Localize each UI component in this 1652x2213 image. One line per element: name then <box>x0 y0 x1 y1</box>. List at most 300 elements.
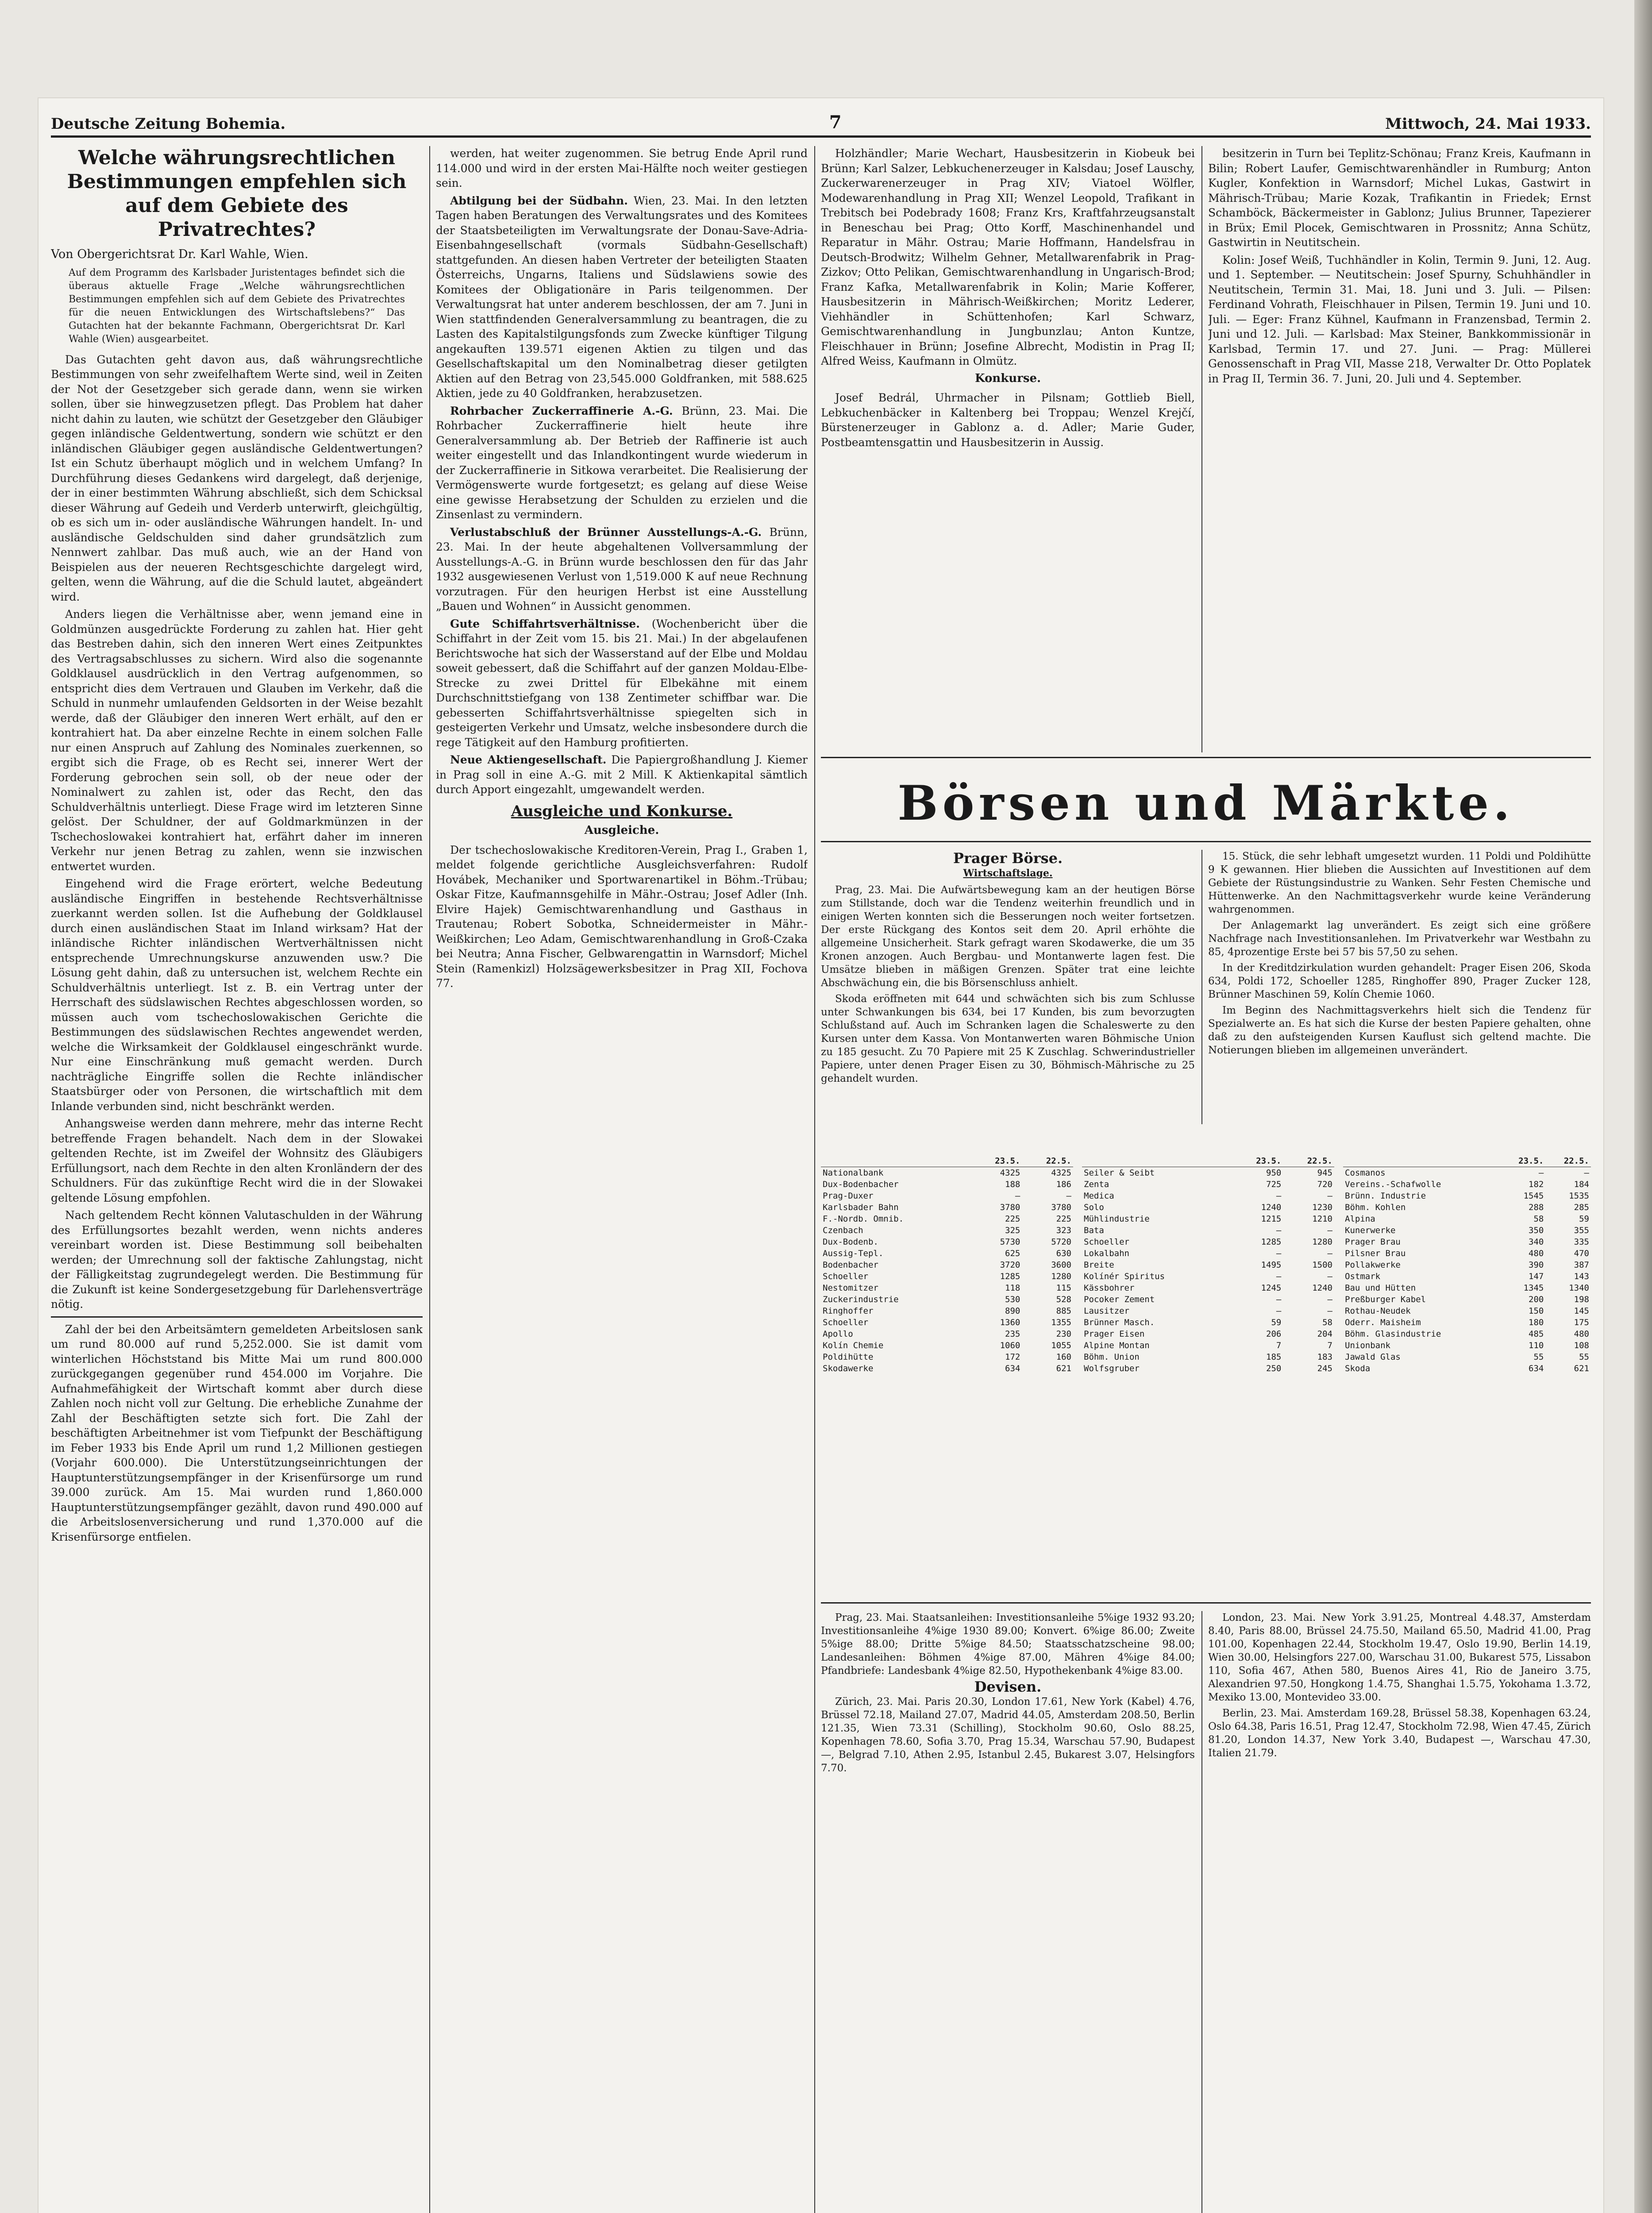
quote-value: 288 <box>1529 1203 1544 1212</box>
quote-value: — <box>1327 1295 1332 1304</box>
column-4 <box>1208 146 1591 752</box>
news-heading: Abtilgung bei der Südbahn. <box>450 194 628 207</box>
quote-date-header: 22.5. <box>1283 1155 1334 1167</box>
issue-date: Mittwoch, 24. Mai 1933. <box>1385 115 1591 133</box>
quote-row <box>821 1167 1073 1179</box>
quote-header-cell <box>1343 1155 1500 1167</box>
quote-value: 7 <box>1327 1341 1332 1350</box>
market-paragraph: Prag, 23. Mai. Staatsanleihen: Investitionsanleihe 5%ige 1932 93.20; Investitionsanleihe 4%ige 1930 89.00; Konvert. 6%ige 86.00; Zweite 5%ige 88.00; Dritte 5%ige 84.50; Staatsschatzscheine 98.00; Landesanleihen: Böhmen 4%ige 87.00, Mähren 4%ige 84.00; Pfandbriefe: Landesbank 4%ige 82.50, Hypothekenbank 4%ige 83.00. <box>821 1612 1195 1677</box>
prague-subtitle: Wirtschaftslage. <box>963 867 1053 879</box>
quote-row <box>1343 1167 1591 1179</box>
quote-value: 200 <box>1529 1295 1544 1304</box>
quote-row <box>821 1305 1073 1317</box>
quote-value: 1240 <box>1261 1203 1282 1212</box>
article-paragraph: werden, hat weiter zugenommen. Sie betrug Ende April rund 114.000 und wird in der ersten Mai-Hälfte noch weiter gestiegen sein. <box>436 147 808 189</box>
quote-value: 1285 <box>1000 1272 1020 1281</box>
quote-value: — <box>1327 1272 1332 1281</box>
quote-value: 188 <box>1005 1180 1020 1189</box>
quote-row <box>821 1225 1073 1236</box>
quote-value: 285 <box>1574 1203 1589 1212</box>
news-item <box>436 404 808 522</box>
section-title: Ausgleiche und Konkurse. <box>511 802 733 820</box>
security-name: Rothau-Neudek <box>1345 1306 1411 1316</box>
prague-exchange <box>821 850 1195 1124</box>
security-name: Schoeller <box>1084 1237 1129 1247</box>
article-paragraph: Josef Bedrál, Uhrmacher in Pilsnam; Gottlieb Biell, Lebkuchenbäcker in Kaltenberg bei Troppau; Wenzel Krejčí, Bürstenerzeuger in Gablonz a. d. Adler; Marie Guder, Postbeamtensgattin und Hausbesitzerin in Aussig. <box>821 391 1195 449</box>
devisen-title: Devisen. <box>974 1678 1042 1695</box>
security-name: Pollakwerke <box>1345 1260 1401 1270</box>
quote-row <box>821 1271 1073 1282</box>
quote-value: 4325 <box>1000 1168 1020 1178</box>
security-name: Pilsner Brau <box>1345 1249 1406 1258</box>
quote-row <box>821 1236 1073 1248</box>
security-name: Zenta <box>1084 1180 1109 1189</box>
quote-value: 480 <box>1574 1329 1589 1339</box>
quote-header-row <box>1082 1155 1334 1167</box>
quote-row <box>821 1190 1073 1202</box>
quote-row <box>1343 1190 1591 1202</box>
quote-row <box>1343 1179 1591 1190</box>
newspaper-page <box>38 97 1604 2213</box>
quote-value: 1500 <box>1312 1260 1332 1270</box>
quote-date-header: 22.5. <box>1545 1155 1591 1167</box>
security-name: Ringhoffer <box>823 1306 874 1316</box>
article-paragraph: Eingehend wird die Frage erörtert, welche Bedeutung ausländische Eingriffen in bestehende Rechtsverhältnisse zuerkannt werden sollen. Ist die Aufhebung der Goldklausel durch einen ausländischen Staat im Inland wirksam? Hat der inländische Richter inländischen Wertverhältnissen nicht entsprechende Umrechnungskurse anzuwenden usw.? Die Lösung geht dahin, daß zu untersuchen ist, welchem Rechte ein Schuldverhältnis unterliegt. Ist z. B. ein Vertrag unter der Herrschaft des südslawischen Rechtes abgeschlossen worden, so müssen auch vom tschechoslowakischen Gerichte die Bestimmungen des südslawischen Rechtes angewendet werden, welche die Wirksamkeit der Goldklausel eingeschränkt wurde. Nur eine Einschränkung muß gemacht werden. Durch nachträgliche Eingriffe sollen die Rechte inländischer Staatsbürger oder von Personen, die wirtschaftlich mit dem Inlande verbunden sind, nicht beschränkt werden. <box>51 877 423 1113</box>
quote-row <box>1343 1328 1591 1340</box>
section-rule <box>821 757 1591 758</box>
quote-value: 480 <box>1529 1249 1544 1258</box>
market-paragraph: London, 23. Mai. New York 3.91.25, Montreal 4.48.37, Amsterdam 8.40, Paris 88.00, Brüssel 24.75.50, Mailand 65.50, Madrid 41.00, Prag 101.00, Kopenhagen 22.44, Stockholm 19.47, Oslo 19.90, Berlin 14.19, Wien 30.00, Helsingfors 227.00, Warschau 31.00, Bukarest 575, Lissabon 110, Sofia 467, Athen 580, Buenos Aires 41, Rio de Janeiro 3.75, Alexandrien 97.50, Hongkong 1.4.75, Shanghai 1.5.75, Yokohama 1.3.72, Mexiko 13.00, Montevideo 33.00. <box>1208 1612 1591 1703</box>
quote-value: 725 <box>1266 1180 1282 1189</box>
quote-row <box>1082 1271 1334 1282</box>
security-name: Poldihütte <box>823 1352 874 1362</box>
quote-row <box>1082 1317 1334 1328</box>
quote-row <box>821 1282 1073 1294</box>
quote-value: 625 <box>1005 1249 1020 1258</box>
news-heading: Neue Aktiengesellschaft. <box>450 753 607 766</box>
quote-value: 58 <box>1533 1214 1544 1224</box>
quote-value: — <box>1327 1249 1332 1258</box>
security-name: Cosmanos <box>1345 1168 1386 1178</box>
security-name: Böhm. Kohlen <box>1345 1203 1406 1212</box>
quote-row <box>1082 1248 1334 1259</box>
quote-value: 885 <box>1056 1306 1071 1316</box>
quote-value: 1210 <box>1312 1214 1332 1224</box>
quote-row <box>1082 1259 1334 1271</box>
security-name: Wolfsgruber <box>1084 1364 1140 1373</box>
quote-value: — <box>1584 1168 1589 1178</box>
column-1 <box>51 146 423 2213</box>
quote-value: 175 <box>1574 1318 1589 1327</box>
quote-value: 530 <box>1005 1295 1020 1304</box>
quote-value: 355 <box>1574 1226 1589 1235</box>
security-name: Skodawerke <box>823 1364 874 1373</box>
quote-header-row <box>1343 1155 1591 1167</box>
quote-date-header: 23.5. <box>1232 1155 1283 1167</box>
quote-value: 184 <box>1574 1180 1589 1189</box>
divider <box>51 1316 423 1318</box>
quote-row <box>821 1213 1073 1225</box>
news-heading: Gute Schiffahrtsverhältnisse. <box>450 617 640 630</box>
security-name: Schoeller <box>823 1272 868 1281</box>
article-paragraph: besitzerin in Turn bei Teplitz-Schönau; Franz Kreis, Kaufmann in Bilin; Robert Laufer, Gemischtwarenhändler in Rumburg; Anton Kugler, Konfektion in Warnsdorf; Michel Lukas, Gastwirt in Mährisch-Trübau; Marie Kozak, Trafikantin in Friedek; Ernst Schamböck, Bäckermeister in Gablonz; Julius Brunner, Tapezierer in Brüx; Emil Plocek, Gemischtwaren in Prossnitz; Anna Schütz, Gastwirtin in Neutitschein. <box>1208 147 1591 249</box>
quote-value: 180 <box>1529 1318 1544 1327</box>
market-paragraph: Zürich, 23. Mai. Paris 20.30, London 17.61, New York (Kabel) 4.76, Brüssel 72.18, Mailand 27.07, Madrid 44.05, Amsterdam 208.50, Berlin 121.35, Wien 73.31 (Schilling), Stockholm 90.60, Oslo 88.25, Kopenhagen 78.60, Sofia 3.70, Prag 15.34, Warschau 57.90, Budapest —, Belgrad 7.10, Athen 2.95, Istanbul 2.45, Bukarest 3.07, Helsingfors 7.70. <box>821 1696 1195 1774</box>
security-name: Kolín Chemie <box>823 1341 884 1350</box>
quote-row <box>821 1363 1073 1374</box>
security-name: Prager Brau <box>1345 1237 1401 1247</box>
quote-value: — <box>1276 1249 1282 1258</box>
article-paragraph: Das Gutachten geht davon aus, daß währungsrechtliche Bestimmungen von sehr zweifelhaftem Werte sind, weil in Zeiten der Not der Gesetzgeber sich gerade dann, wenn sie wirken sollen, über sie hinwegzusetzen pflegt. Das Problem hat daher nicht dahin zu lauten, wie schützt der Gesetzgeber den Gläubiger gegen inländische Geldentwertung, sondern wie schützt er den inländischen Gläubiger gegen ausländische Geldentwertungen? Ist ein Schutz überhaupt möglich und in welchem Umfang? In Durchführung dieses Gedankens wird dargelegt, daß derjenige, der in einer bestimmten Währung abschließt, sich dem Schicksal dieser Währung auf Gedeih und Verderb unterwirft, gleichgültig, ob es sich um in- oder ausländische Währungen handelt. In- und ausländische Geldschulden sind daher grundsätzlich zum Nennwert zahlbar. Das muß auch, wie an der Hand von Beispielen aus der neueren Rechtsgeschichte dargelegt wird, gelten, wenn die Währung, auf die die Schuld lautet, abgeändert wird. <box>51 353 423 603</box>
quote-row <box>1343 1282 1591 1294</box>
quote-value: 1340 <box>1569 1283 1589 1293</box>
page-header <box>51 106 1591 138</box>
quote-row <box>821 1351 1073 1363</box>
security-name: Ostmark <box>1345 1272 1381 1281</box>
security-name: Lausitzer <box>1084 1306 1129 1316</box>
quote-value: 182 <box>1529 1180 1544 1189</box>
news-text: Wien, 23. Mai. In den letzten Tagen haben Beratungen des Verwaltungsrates und des Komitees der Staatsbeteiligten im Verwaltungsrate der Donau-Save-Adria-Eisenbahngesellschaft (vormals Südbahn-Gesellschaft) stattgefunden. An diesen haben Vertreter der beteiligten Staaten Österreichs, Ungarns, Italiens und Südslawiens sowie des Komitees der Obligationäre in Paris teilgenommen. Der Verwaltungsrat hat unter anderem beschlossen, der am 7. Juni in Wien stattfindenden Generalversammlung zu beantragen, die zu Lasten des Kapitalstilgungsfonds zum Zwecke künftiger Tilgung angekauften 139.571 eigenen Aktien zu tilgen und das Gesellschaftskapital um den Nominalbetrag dieser getilgten Aktien auf den Betrag von 23,545.000 Goldfranken, mit 588.625 Aktien, jede zu 40 Goldfranken, herabzusetzen. <box>436 194 808 400</box>
security-name: Schoeller <box>823 1318 868 1327</box>
quote-row <box>1082 1213 1334 1225</box>
article-title: Welche währungsrechtlichen Bestimmungen empfehlen sich auf dem Gebiete des Privatrechtes? <box>67 147 407 241</box>
market-paragraph: In der Kreditdzirkulation wurden gehandelt: Prager Eisen 206, Skoda 634, Poldi 172, Schoeller 1285, Ringhoffer 890, Prager Zucker 128, Brünner Maschinen 59, Kolín Chemie 1060. <box>1208 962 1591 1000</box>
quote-value: 225 <box>1056 1214 1071 1224</box>
quote-value: 59 <box>1579 1214 1589 1224</box>
quote-value: 115 <box>1056 1283 1071 1293</box>
quote-row <box>1082 1190 1334 1202</box>
section-rule <box>821 1602 1591 1604</box>
quote-value: 485 <box>1529 1329 1544 1339</box>
quote-row <box>1082 1294 1334 1305</box>
quote-row <box>821 1259 1073 1271</box>
quote-row <box>821 1340 1073 1351</box>
quote-row <box>821 1328 1073 1340</box>
article-paragraph: Der tschechoslowakische Kreditoren-Verein, Prag I., Graben 1, meldet folgende gerichtliche Ausgleichsverfahren: Rudolf Hovábek, Mechaniker und Sportwarenartikel in Böhm.-Trübau; Oskar Fitze, Kaufmannsgehilfe in Mähr.-Ostrau; Josef Adler (Inh. Elvire Hajek) Gemischtwarenhandlung und Gasthaus in Trautenau; Robert Sobotka, Schneidermeister in Mähr.-Weißkirchen; Leo Adam, Gemischtwarenhandlung in Groß-Czaka bei Neutra; Anna Fischer, Gelbwarengattin in Warnsdorf; Michel Stein (Ramenkizl) Holzsägewerksbesitzer in Prag XII, Fochova 77. <box>436 843 808 990</box>
security-name: Böhm. Glasindustrie <box>1345 1329 1441 1339</box>
quote-header-row <box>821 1155 1073 1167</box>
quote-header-cell <box>821 1155 971 1167</box>
security-name: Nestomitzer <box>823 1283 878 1293</box>
security-name: Pocoker Zement <box>1084 1295 1155 1304</box>
quote-value: 1495 <box>1261 1260 1282 1270</box>
quote-value: 634 <box>1529 1364 1544 1373</box>
section-subtitle: Konkurse. <box>974 371 1041 385</box>
column-rule <box>429 146 430 2213</box>
article-paragraph: Holzhändler; Marie Wechart, Hausbesitzerin in Kiobeuk bei Brünn; Karl Salzer, Lebkuchenerzeuger in Kalsdau; Josef Lauschy, Zuckerwarenerzeuger in Prag XIV; Viatoel Wölfler, Modewarenhandlung in Prag XII; Wenzel Leopold, Trafikant in Trebitsch bei Podebrady 1608; Franz Krs, Kraftfahrzeugsanstalt in Beneschau bei Prag; Otto Korff, Maschinenhandel und Reparatur in Mähr. Ostrau; Marie Hoffmann, Handelsfrau in Deutsch-Brodwitz; Wilhelm Gehner, Metallwarenfabrik in Prag-Zizkov; Otto Pelikan, Gemischtwarenhandlung in Ungarisch-Brod; Franz Kafka, Metallwarenfabrik in Kolin; Marie Kofferer, Hausbesitzerin in Mährisch-Weißkirchen; Moritz Lederer, Viehhändler in Schüttenhofen; Karl Schwarz, Gemischtwarenhandlung in Jungbunzlau; Anton Kuntze, Fleischhauer in Brünn; Josefine Albrecht, Modistin in Prag II; Alfred Weiss, Kaufmann in Olmütz. <box>821 147 1195 367</box>
column-rule <box>1201 146 1202 752</box>
quote-value: 621 <box>1574 1364 1589 1373</box>
quote-row <box>1343 1294 1591 1305</box>
security-name: Solo <box>1084 1203 1104 1212</box>
quote-value: 183 <box>1317 1352 1332 1362</box>
quote-date-header: 22.5. <box>1022 1155 1073 1167</box>
quote-row <box>1082 1236 1334 1248</box>
security-name: Seiler & Seibt <box>1084 1168 1155 1178</box>
quote-value: 1285 <box>1261 1237 1282 1247</box>
quote-row <box>1343 1225 1591 1236</box>
quote-value: 340 <box>1529 1237 1544 1247</box>
market-report <box>1208 850 1591 1124</box>
security-name: Brünn. Industrie <box>1345 1191 1426 1201</box>
quote-value: 5730 <box>1000 1237 1020 1247</box>
quote-row <box>1343 1317 1591 1328</box>
quote-value: 5720 <box>1051 1237 1071 1247</box>
security-name: Nationalbank <box>823 1168 884 1178</box>
quote-value: 245 <box>1317 1364 1332 1373</box>
quote-row <box>1343 1271 1591 1282</box>
quote-value: 1345 <box>1523 1283 1544 1293</box>
section-rule <box>821 841 1591 842</box>
prague-title: Prager Börse. <box>953 850 1063 867</box>
quote-row <box>1082 1363 1334 1374</box>
quote-row <box>821 1248 1073 1259</box>
security-name: Prager Eisen <box>1084 1329 1145 1339</box>
quote-row <box>1082 1167 1334 1179</box>
quote-value: 1060 <box>1000 1341 1020 1350</box>
news-text: Brünn, 23. Mai. In der heute abgehaltenen Vollversammlung der Ausstellungs-A.-G. in Brünn wurde beschlossen den für das Jahr 1932 ausgewiesenen Verlust von 1,519.000 K auf neue Rechnung vorzutragen. Für den heurigen Herbst ist eine Ausstellung „Bauen und Wohnen“ in Aussicht genommen. <box>436 525 808 613</box>
security-name: Kunerwerke <box>1345 1226 1396 1235</box>
quote-value: 1280 <box>1051 1272 1071 1281</box>
quote-row <box>1343 1236 1591 1248</box>
quote-value: 950 <box>1266 1168 1282 1178</box>
quote-value: 230 <box>1056 1329 1071 1339</box>
foreign-exchange <box>1208 1611 1591 2213</box>
market-paragraph: Berlin, 23. Mai. Amsterdam 169.28, Brüssel 58.38, Kopenhagen 63.24, Oslo 64.38, Paris 16.51, Prag 12.47, Stockholm 72.98, Wien 47.45, Zürich 81.20, London 14.37, New York 3.40, Budapest —, Warschau 47.30, Italien 21.79. <box>1208 1708 1591 1759</box>
quote-row <box>1082 1282 1334 1294</box>
quote-value: 335 <box>1574 1237 1589 1247</box>
security-name: Dux-Bodenbacher <box>823 1180 899 1189</box>
quote-value: — <box>1276 1272 1282 1281</box>
quote-value: 59 <box>1271 1318 1282 1327</box>
security-name: Brünner Masch. <box>1084 1318 1155 1327</box>
quote-value: — <box>1538 1168 1544 1178</box>
quote-row <box>821 1317 1073 1328</box>
quote-table-grid <box>1082 1155 1334 1374</box>
quote-value: 945 <box>1317 1168 1332 1178</box>
quote-table <box>1082 1155 1334 1598</box>
quote-value: 325 <box>1005 1226 1020 1235</box>
security-name: Preßburger Kabel <box>1345 1295 1426 1304</box>
news-text: Brünn, 23. Mai. Die Rohrbacher Zuckerraffinerie hielt heute ihre Generalversammlung ab. Der Betrieb der Raffinerie ist auch weiter eingestellt und das Inlandkontingent wurde wiederum in der Zuckerraffinerie in Sitkowa verarbeitet. Die Realisierung der Vermögenswerte wurde fortgesetzt; es gelang auf diese Weise eine gewisse Herabsetzung der Schulden zu erzielen und die Zinsenlast zu vermindern. <box>436 404 808 521</box>
column-rule <box>1201 1611 1202 2213</box>
quote-row <box>1343 1363 1591 1374</box>
quote-value: 1055 <box>1051 1341 1071 1350</box>
quote-value: 185 <box>1266 1352 1282 1362</box>
article-paragraph: Zahl der bei den Arbeitsämtern gemeldeten Arbeitslosen sank um rund 80.000 auf rund 5,252.000. Sie ist damit vom winterlichen Höchststand bis Mitte Mai um rund 800.000 zurückgegangen gegenüber rund 454.000 im Vorjahre. Die Aufnahmefähigkeit der Wirtschaft kommt aber durch diese Zahlen noch nicht voll zur Geltung. Die erhebliche Zunahme der Zahl der Beschäftigten setzte sich fort. Die Zahl der beschäftigten Arbeitnehmer ist vom Tiefpunkt der Beschäftigung im Feber 1933 bis Ende April um rund 1,2 Millionen gestiegen (Vorjahr 600.000). Die Unterstützungseinrichtungen der Hauptunterstützungsempfänger in der Krisenfürsorge um rund 39.000 zurück. Am 15. Mai wurden rund 1,860.000 Hauptunterstützungsempfänger gezählt, davon rund 490.000 auf die Arbeitslosenversicherung und rund 1,370.000 auf die Krisenfürsorge entfielen. <box>51 1322 423 1543</box>
security-name: Apollo <box>823 1329 853 1339</box>
quote-header-cell <box>1082 1155 1232 1167</box>
quote-row <box>1343 1202 1591 1213</box>
quote-value: 3720 <box>1000 1260 1020 1270</box>
quote-row <box>821 1179 1073 1190</box>
quote-value: — <box>1276 1191 1282 1201</box>
security-name: Unionbank <box>1345 1341 1390 1350</box>
quote-value: — <box>1276 1306 1282 1316</box>
quote-value: 350 <box>1529 1226 1544 1235</box>
article-byline: Von Obergerichtsrat Dr. Karl Wahle, Wien. <box>51 247 308 261</box>
quote-value: 1230 <box>1312 1203 1332 1212</box>
news-text: (Wochenbericht über die Schiffahrt in der Zeit vom 15. bis 21. Mai.) In der abgelaufenen Berichtswoche hat sich der Wasserstand auf der Elbe und Moldau soweit gebessert, daß die Schiffahrt auf der ganzen Moldau-Elbe-Strecke zu zwei Drittel für Elbekähne mit einem Durchschnittstiefgang von 138 Zentimeter schiffbar war. Die gebesserten Schiffahrtsverhältnisse spiegelten sich in gesteigerten Verkehr und Umsatz, welche insbesondere durch die rege Tätigkeit auf den Hamburg profitierten. <box>436 617 808 749</box>
column-2 <box>436 146 808 2213</box>
quote-value: 55 <box>1533 1352 1544 1362</box>
quote-date-header: 23.5. <box>1500 1155 1546 1167</box>
quote-value: 150 <box>1529 1306 1544 1316</box>
quote-row <box>1082 1179 1334 1190</box>
quote-value: 1280 <box>1312 1237 1332 1247</box>
quote-value: 634 <box>1005 1364 1020 1373</box>
quote-value: 1545 <box>1523 1191 1544 1201</box>
quote-value: 160 <box>1056 1352 1071 1362</box>
quote-value: 147 <box>1529 1272 1544 1281</box>
quote-value: — <box>1276 1295 1282 1304</box>
quote-value: 387 <box>1574 1260 1589 1270</box>
article-paragraph: Anders liegen die Verhältnisse aber, wenn jemand eine in Goldmünzen ausgedrückte Forderung zu zahlen hat. Hier geht das Bestreben dahin, sich den inneren Wert eines Zeitpunktes des Vertragsabschlusses zu sichern. Wird also die sogenannte Goldklausel ausdrücklich in den Vertrag aufgenommen, so entspricht dies dem Vertrauen und Glauben im Verkehr, daß die Schuld in nunmehr umlaufenden Geldsorten in der Weise bezahlt werde, daß der Gläubiger den inneren Wert erhält, auf den er kontrahiert hat. Da aber einzelne Rechte in einem solchen Falle nur einen Anspruch auf Zahlung des Nominales zuerkennen, so ergibt sich die Frage, ob es Recht sei, innerer Wert der Forderung gebrochen sein soll, ob der neue oder der Nominalwert zu zahlen ist, oder das Recht, den das Schuldverhältnis unterliegt. Diese Frage wird im letzteren Sinne gelöst. Der Schuldner, der auf Goldmarkmünzen in der Tschechoslowakei kontrahiert hat, erfährt daher im inneren Verkehr nur jenen Betrag zu zahlen, wenn sie inzwischen entwertet wurden. <box>51 608 423 873</box>
markets-title: Börsen und Märkte. <box>897 775 1514 831</box>
quote-value: 225 <box>1005 1214 1020 1224</box>
quote-value: 720 <box>1317 1180 1332 1189</box>
section-subtitle: Ausgleiche. <box>584 824 659 837</box>
quote-row <box>821 1294 1073 1305</box>
quote-value: 250 <box>1266 1364 1282 1373</box>
quote-value: — <box>1327 1191 1332 1201</box>
security-name: Aussig-Tepl. <box>823 1249 884 1258</box>
quote-value: 470 <box>1574 1249 1589 1258</box>
security-name: Medica <box>1084 1191 1114 1201</box>
market-paragraph: Prag, 23. Mai. Die Aufwärtsbewegung kam an der heutigen Börse zum Stillstande, doch war die Tendenz weiterhin freundlich und in einigen Werten konnten sich die Besserungen noch weiter fortsetzen. Der erste Rückgang des Kontos seit dem 20. April erhöhte die allgemeine Unsicherheit. Stark gefragt waren Skodawerke, die um 35 Kronen anzogen. Auch Bergbau- und Montanwerte lagen fest. Die Umsätze blieben in mäßigen Grenzen. Später trat eine leichte Abschwächung ein, die bis Börsenschluss anhielt. <box>821 884 1195 989</box>
quote-value: 186 <box>1056 1180 1071 1189</box>
column-rule <box>1201 850 1202 1124</box>
quote-value: — <box>1327 1226 1332 1235</box>
quote-row <box>1082 1305 1334 1317</box>
security-name: Alpina <box>1345 1214 1375 1224</box>
page-edge <box>1634 0 1652 2213</box>
market-paragraph: Im Beginn des Nachmittagsverkehrs hielt sich die Tendenz für Spezialwerte an. Es hat sich die Kurse der besten Papiere gehalten, ohne daß zu den aufsteigenden Kursen Kauflust sich geltend machte. Die Notierungen blieben im allgemeinen unverändert. <box>1208 1005 1591 1056</box>
quote-value: 3780 <box>1051 1203 1071 1212</box>
quote-row <box>1343 1305 1591 1317</box>
bonds-and-currencies <box>821 1611 1195 2213</box>
security-name: Bodenbacher <box>823 1260 878 1270</box>
quote-value: — <box>1327 1306 1332 1316</box>
quote-row <box>1082 1202 1334 1213</box>
security-name: Bau und Hütten <box>1345 1283 1416 1293</box>
quote-value: — <box>1066 1191 1071 1201</box>
security-name: Lokalbahn <box>1084 1249 1129 1258</box>
quote-value: 630 <box>1056 1249 1071 1258</box>
security-name: Skoda <box>1345 1364 1371 1373</box>
quote-value: 390 <box>1529 1260 1544 1270</box>
security-name: Vereins.-Schafwolle <box>1345 1180 1441 1189</box>
security-name: F.-Nordb. Omnib. <box>823 1214 904 1224</box>
security-name: Mühlindustrie <box>1084 1214 1150 1224</box>
security-name: Bata <box>1084 1226 1104 1235</box>
article-paragraph: Kolin: Josef Weiß, Tuchhändler in Kolin, Termin 9. Juni, 12. Aug. und 1. September. — Neutitschein: Josef Spurny, Schuhhändler in Neutitschein, Termin 31. Mai, 18. Juni und 3. Juli. — Pilsen: Ferdinand Vohrath, Fleischhauer in Pilsen, Termin 19. Juni und 10. Juli. — Eger: Franz Kühnel, Kaufmann in Franzensbad, Termin 2. Juni und 12. Juli. — Karlsbad: Max Steiner, Bankkommissionär in Karlsbad, Termin 17. und 27. Juni. — Prag: Müllerei Genossenschaft in Prag VII, Masse 218, Verwalter Dr. Otto Poplatek in Prag II, Termin 36. 7. Juni, 20. Juli und 4. September. <box>1208 253 1591 385</box>
quote-value: 890 <box>1005 1306 1020 1316</box>
quote-value: 1535 <box>1569 1191 1589 1201</box>
quote-value: 7 <box>1276 1341 1282 1350</box>
quote-value: 206 <box>1266 1329 1282 1339</box>
news-heading: Verlustabschluß der Brünner Ausstellungs-A.-G. <box>450 525 762 539</box>
quote-value: 235 <box>1005 1329 1020 1339</box>
column-rule <box>814 146 815 2213</box>
quote-row <box>1343 1351 1591 1363</box>
quote-value: 204 <box>1317 1329 1332 1339</box>
news-item <box>436 525 808 614</box>
quote-value: 1360 <box>1000 1318 1020 1327</box>
quote-table-grid <box>1343 1155 1591 1374</box>
page-number: 7 <box>829 112 842 133</box>
security-name: Czenbach <box>823 1226 863 1235</box>
news-text: Die Papiergroßhandlung J. Kiemer in Prag soll in eine A.-G. mit 2 Mill. K Aktienkapital sämtlich durch Apport eingezahlt, umgewandelt werden. <box>436 753 808 796</box>
quote-value: 621 <box>1056 1364 1071 1373</box>
quote-value: 118 <box>1005 1283 1020 1293</box>
article-lead: Auf dem Programm des Karlsbader Juristentages befindet sich die überaus aktuelle Frage „Welche währungsrechtlichen Bestimmungen empfehlen sich auf dem Gebiete des Privatrechtes für die neuen Entwicklungen des Wirtschaftslebens?“ Das Gutachten hat der bekannte Fachmann, Obergerichtsrat Dr. Karl Wahle (Wien) ausgearbeitet. <box>69 267 405 345</box>
security-name: Böhm. Union <box>1084 1352 1140 1362</box>
quote-date-header: 23.5. <box>971 1155 1022 1167</box>
quote-value: 323 <box>1056 1226 1071 1235</box>
quote-value: 110 <box>1529 1341 1544 1350</box>
quote-row <box>1343 1340 1591 1351</box>
quote-row <box>1343 1259 1591 1271</box>
quote-value: — <box>1015 1191 1020 1201</box>
quote-row <box>1082 1328 1334 1340</box>
quote-row <box>1082 1340 1334 1351</box>
quote-table <box>1343 1155 1591 1598</box>
security-name: Zuckerindustrie <box>823 1295 899 1304</box>
news-heading: Rohrbacher Zuckerraffinerie A.-G. <box>450 404 673 417</box>
newspaper-name: Deutsche Zeitung Bohemia. <box>51 115 286 133</box>
quote-value: 1355 <box>1051 1318 1071 1327</box>
quote-value: 1245 <box>1261 1283 1282 1293</box>
market-paragraph: 15. Stück, die sehr lebhaft umgesetzt wurden. 11 Poldi und Poldihütte 9 K gewannen. Hier blieben die Aussichten auf Investitionen auf dem Gebiete der Rüstungsindustrie zu Wanken. Sehr Festen Chemische und Hüttenwerke. An den Nachmittagsverkehr wurde keine Veränderung wahrgenommen. <box>1208 851 1591 915</box>
quote-value: 1215 <box>1261 1214 1282 1224</box>
market-paragraph: Der Anlagemarkt lag unverändert. Es zeigt sich eine größere Nachfrage nach Investitionsanlehen. Im Privatverkehr war Westbahn zu 85, 4prozentige Erste bei 57 bis 57,50 zu sehen. <box>1208 920 1591 958</box>
quote-row <box>1082 1225 1334 1236</box>
quote-value: 528 <box>1056 1295 1071 1304</box>
security-name: Jawald Glas <box>1345 1352 1401 1362</box>
security-name: Oderr. Maisheim <box>1345 1318 1421 1327</box>
security-name: Kässbohrer <box>1084 1283 1135 1293</box>
quote-value: — <box>1276 1226 1282 1235</box>
quote-value: 172 <box>1005 1352 1020 1362</box>
quote-value: 58 <box>1322 1318 1332 1327</box>
quote-value: 1240 <box>1312 1283 1332 1293</box>
quote-value: 198 <box>1574 1295 1589 1304</box>
article-paragraph: Anhangsweise werden dann mehrere, mehr das interne Recht betreffende Fragen behandelt. Nach dem in der Slowakei geltenden Rechte, ist im Zweifel der Wohnsitz des Gläubigers Erfüllungsort, nach dem Rechte in den alten Kronländern der des Schuldners. Für das zukünftige Recht wird die in der Slowakei geltende Lösung empfohlen. <box>51 1117 423 1204</box>
security-name: Kolínér Spiritus <box>1084 1272 1165 1281</box>
quote-value: 143 <box>1574 1272 1589 1281</box>
quote-value: 55 <box>1579 1352 1589 1362</box>
quote-value: 145 <box>1574 1306 1589 1316</box>
security-name: Dux-Bodenb. <box>823 1237 878 1247</box>
quote-value: 3780 <box>1000 1203 1020 1212</box>
quote-row <box>1343 1248 1591 1259</box>
quote-row <box>1343 1213 1591 1225</box>
market-paragraph: Skoda eröffneten mit 644 und schwächten sich bis zum Schlusse unter Schwankungen bis 634, bei 17 Kunden, bis zum bevorzugten Schlußstand auf. Auch im Schranken lagen die Schaleswerte zu den Kursen unter dem Kassa. Von Montanwerten waren Böhmische Union zu 185 gesucht. Zu 70 Papiere mit 25 K Zuschlag. Schwerindustrieller Papiere, unter denen Prager Eisen zu 30, Böhmisch-Mährische zu 25 gehandelt wurden. <box>821 993 1195 1084</box>
column-3 <box>821 146 1195 752</box>
article-paragraph: Nach geltendem Recht können Valutaschulden in der Währung des Erfüllungsortes bezahlt werden, wenn nichts anderes vereinbart worden ist. Diese Bestimmung soll beibehalten werden; der Umrechnung soll der faktische Zahlungstag, nicht der Fälligkeitstag zugrundegelegt werden. Die Bestimmung für die Zukunft ist keine Sondergesetzgebung für Darlehensverträge nötig. <box>51 1209 423 1311</box>
quote-value: 4325 <box>1051 1168 1071 1178</box>
security-name: Breite <box>1084 1260 1114 1270</box>
news-item <box>436 617 808 750</box>
quote-table <box>821 1155 1073 1598</box>
quote-table-grid <box>821 1155 1073 1374</box>
quote-row <box>821 1202 1073 1213</box>
quote-row <box>1082 1351 1334 1363</box>
security-name: Alpine Montan <box>1084 1341 1150 1350</box>
quote-value: 3600 <box>1051 1260 1071 1270</box>
quote-value: 108 <box>1574 1341 1589 1350</box>
